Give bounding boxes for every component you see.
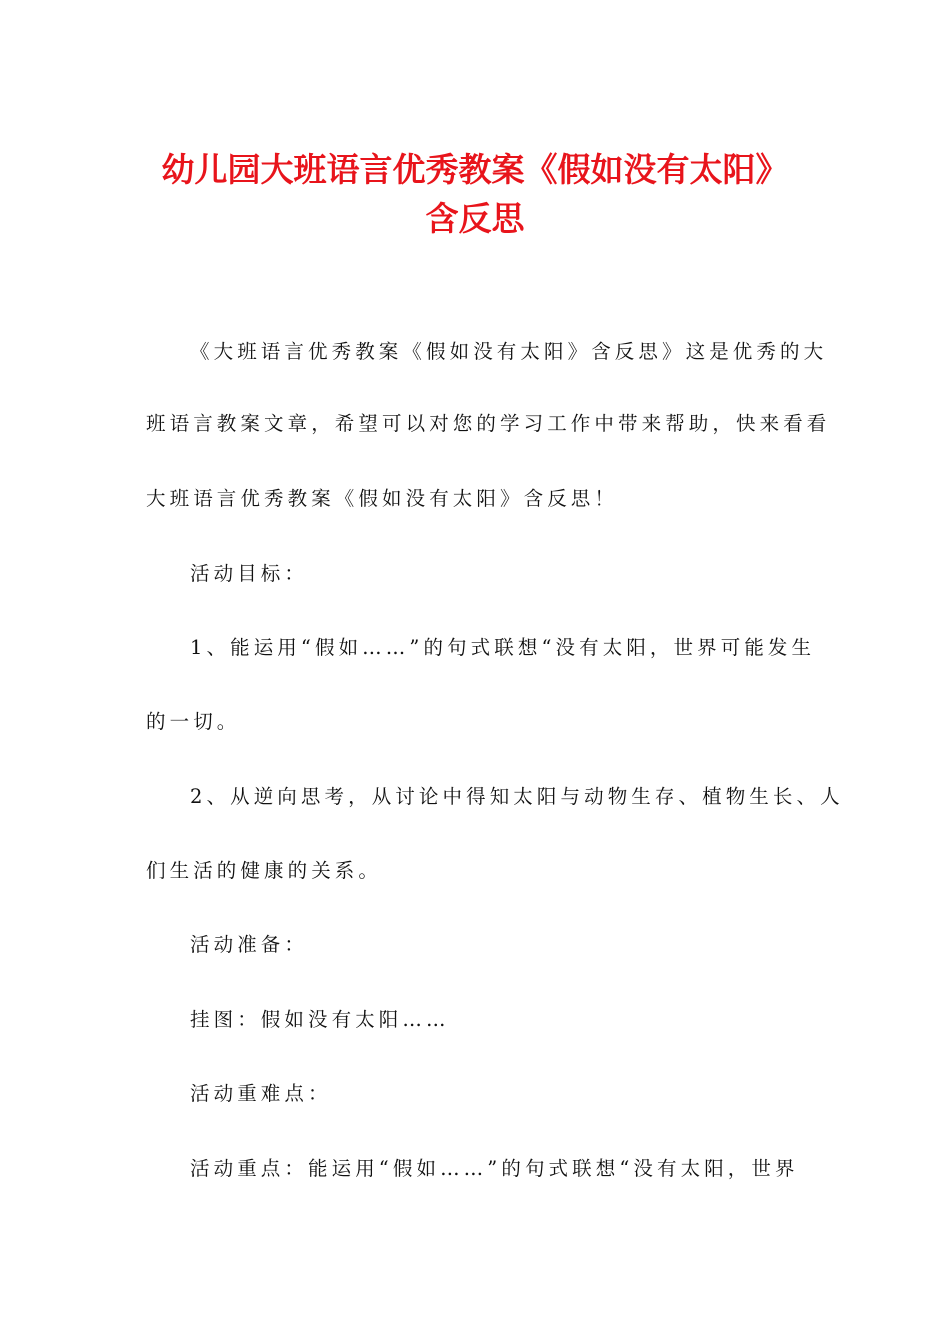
- section-heading-key-points: 活动重难点：: [190, 1082, 332, 1105]
- section-heading-objectives: 活动目标：: [190, 562, 309, 585]
- objective-2-line-2: 们生活的健康的关系。: [146, 859, 383, 882]
- key-point-line-1: 活动重点：能运用“假如……”的句式联想“没有太阳，世界: [190, 1157, 799, 1180]
- intro-paragraph-line-3: 大班语言优秀教案《假如没有太阳》含反思！: [146, 487, 619, 510]
- document-title-line-2: 含反思: [425, 199, 525, 238]
- document-title-line-1: 幼儿园大班语言优秀教案《假如没有太阳》: [161, 150, 789, 189]
- objective-1-line-1: 1、能运用“假如……”的句式联想“没有太阳，世界可能发生: [190, 636, 816, 659]
- preparation-item: 挂图：假如没有太阳……: [190, 1008, 450, 1031]
- section-heading-preparation: 活动准备：: [190, 933, 309, 956]
- objective-2-line-1: 2、从逆向思考，从讨论中得知太阳与动物生存、植物生长、人: [190, 785, 844, 808]
- objective-1-line-2: 的一切。: [146, 710, 241, 733]
- intro-paragraph-line-2: 班语言教案文章，希望可以对您的学习工作中带来帮助，快来看看: [146, 412, 831, 435]
- intro-paragraph-line-1: 《大班语言优秀教案《假如没有太阳》含反思》这是优秀的大: [190, 340, 828, 363]
